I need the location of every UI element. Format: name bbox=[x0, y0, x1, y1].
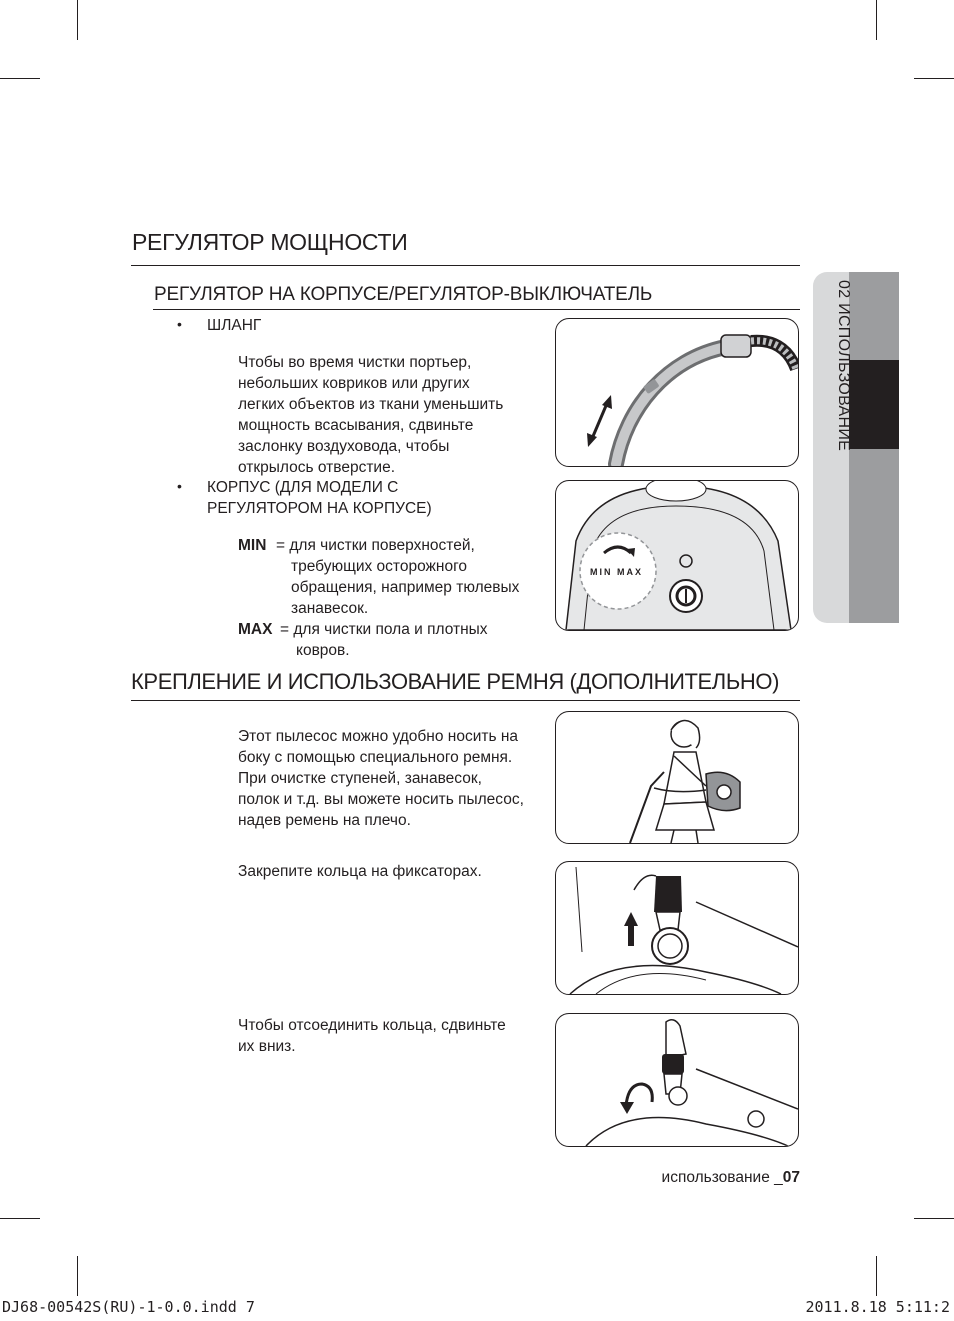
crop-mark bbox=[876, 0, 877, 40]
belt-heading: КРЕПЛЕНИЕ И ИСПОЛЬЗОВАНИЕ РЕМНЯ (ДОПОЛНИТЕЛЬНО) bbox=[131, 669, 779, 694]
dial-label: MIN MAX bbox=[590, 567, 643, 577]
crop-mark bbox=[0, 1218, 40, 1219]
belt-rule bbox=[131, 700, 800, 701]
side-tab-label: 02 ИСПОЛЬЗОВАНИЕ bbox=[835, 280, 852, 452]
side-tab-marker bbox=[849, 360, 899, 449]
bullet: • bbox=[177, 316, 182, 332]
hose-illustration bbox=[555, 318, 799, 467]
body-reg-title: КОРПУС (ДЛЯ МОДЕЛИ С РЕГУЛЯТОРОМ НА КОРПУСЕ) bbox=[207, 479, 432, 517]
belt-text-2: Закрепите кольца на фиксаторах. bbox=[238, 863, 482, 880]
crop-mark bbox=[914, 1218, 954, 1219]
max-text: = для чистки пола и плотных ковров. bbox=[280, 621, 488, 659]
min-text: = для чистки поверхностей, требующих осторожного обращения, например тюлевых занавесок. bbox=[276, 537, 520, 617]
title-rule bbox=[131, 265, 800, 266]
crop-mark bbox=[914, 78, 954, 79]
page-footer: использование _07 bbox=[661, 1169, 800, 1186]
belt-text-1: Этот пылесос можно удобно носить на боку с помощью специального ремня. При очистке ступеней, занавесок, полок и т.д. вы можете носить пылесос, надев ремень на плечо. bbox=[238, 728, 524, 829]
subheading-rule bbox=[153, 309, 800, 310]
bullet: • bbox=[177, 478, 182, 494]
belt-text-3: Чтобы отсоединить кольца, сдвиньте их вниз. bbox=[238, 1017, 506, 1055]
hose-title: ШЛАНГ bbox=[207, 317, 262, 334]
max-key: MAX bbox=[238, 621, 273, 638]
belt-carry-illustration bbox=[555, 711, 799, 844]
subheading: РЕГУЛЯТОР НА КОРПУСЕ/РЕГУЛЯТОР-ВЫКЛЮЧАТЕЛЬ bbox=[154, 284, 653, 305]
detach-rings-illustration bbox=[555, 1013, 799, 1147]
slug-filename: DJ68-00542S(RU)-1-0.0.indd 7 bbox=[2, 1298, 255, 1316]
crop-mark bbox=[0, 78, 40, 79]
dial-illustration bbox=[555, 480, 799, 631]
hose-text: Чтобы во время чистки портьер, небольших ковриков или других легких объектов из ткани уменьшить мощность всасывания, сдвиньте заслонку воздуховода, чтобы открылось отверстие. bbox=[238, 354, 504, 476]
page-title: РЕГУЛЯТОР МОЩНОСТИ bbox=[132, 229, 408, 255]
slug-timestamp: 2011.8.18 5:11:2 bbox=[805, 1298, 950, 1316]
attach-rings-illustration bbox=[555, 861, 799, 995]
min-key: MIN bbox=[238, 537, 267, 554]
crop-mark bbox=[876, 1256, 877, 1296]
crop-mark bbox=[77, 1256, 78, 1296]
page-number: 07 bbox=[782, 1169, 800, 1186]
crop-mark bbox=[77, 0, 78, 40]
